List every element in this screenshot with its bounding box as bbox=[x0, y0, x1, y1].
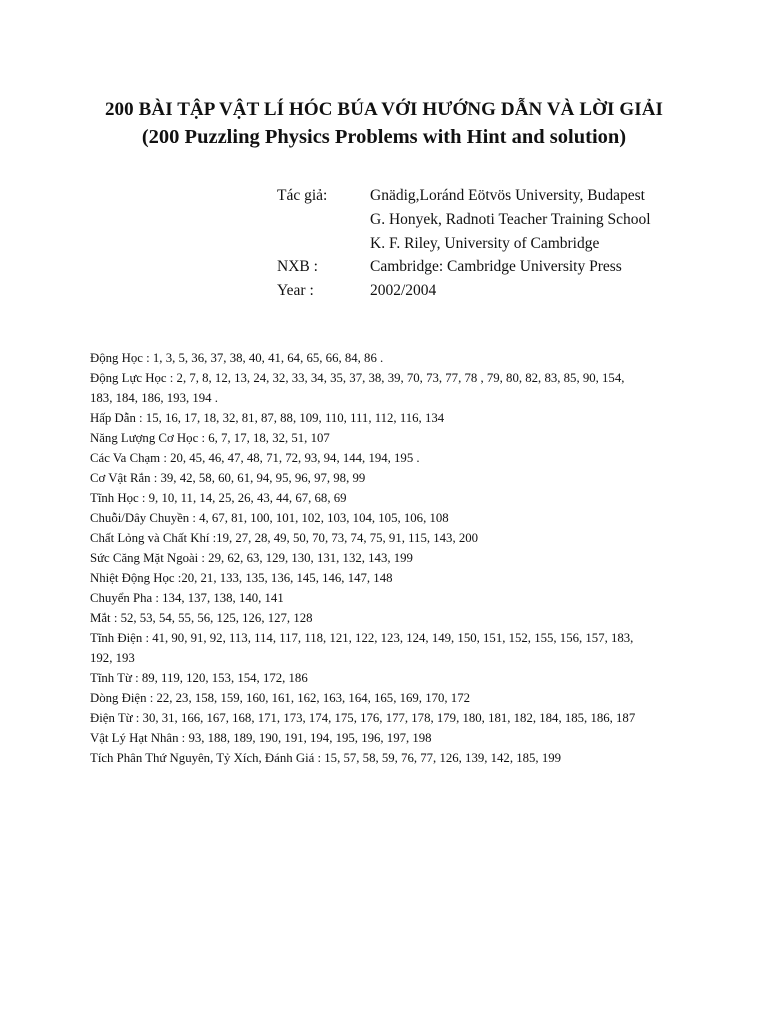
year-row bbox=[277, 279, 651, 303]
index-line: Chuỗi/Dây Chuyền : 4, 67, 81, 100, 101, 102, 103, 104, 105, 106, 108 bbox=[90, 511, 449, 525]
index-line: Mắt : 52, 53, 54, 55, 56, 125, 126, 127, 128 bbox=[90, 611, 313, 625]
index-line: Tĩnh Từ : 89, 119, 120, 153, 154, 172, 186 bbox=[90, 671, 308, 685]
index-line: Động Học : 1, 3, 5, 36, 37, 38, 40, 41, 64, 65, 66, 84, 86 . bbox=[90, 351, 384, 365]
book-metadata bbox=[277, 184, 651, 303]
publisher-value: Cambridge: Cambridge University Press bbox=[370, 258, 622, 276]
index-line: Các Va Chạm : 20, 45, 46, 47, 48, 71, 72, 93, 94, 144, 194, 195 . bbox=[90, 451, 420, 465]
index-line: Tĩnh Điện : 41, 90, 91, 92, 113, 114, 117, 118, 121, 122, 123, 124, 149, 150, 151, 152, 155, 156, 157, 183, bbox=[90, 631, 634, 645]
index-line: Chất Lỏng và Chất Khí :19, 27, 28, 49, 50, 70, 73, 74, 75, 91, 115, 143, 200 bbox=[90, 531, 479, 545]
topic-index bbox=[90, 348, 702, 768]
document-title-english: (200 Puzzling Physics Problems with Hint and solution) bbox=[141, 126, 627, 148]
index-line: Tích Phân Thứ Nguyên, Tỷ Xích, Đánh Giá : 15, 57, 58, 59, 76, 77, 126, 139, 142, 185, 199 bbox=[90, 751, 562, 765]
author-1: Gnädig,Loránd Eötvös University, Budapest bbox=[370, 187, 645, 204]
index-line: Sức Căng Mặt Ngoài : 29, 62, 63, 129, 130, 131, 132, 143, 199 bbox=[90, 551, 413, 565]
author-2: G. Honyek, Radnoti Teacher Training School bbox=[370, 210, 651, 228]
document-title-vietnamese: 200 BÀI TẬP VẬT LÍ HÓC BÚA VỚI HƯỚNG DẪN VÀ LỜI GIẢI bbox=[104, 99, 664, 120]
index-line: Dòng Điện : 22, 23, 158, 159, 160, 161, 162, 163, 164, 165, 169, 170, 172 bbox=[90, 691, 470, 705]
author-row-1 bbox=[277, 184, 651, 208]
publisher-row bbox=[277, 255, 651, 279]
index-line: Vật Lý Hạt Nhân : 93, 188, 189, 190, 191, 194, 195, 196, 197, 198 bbox=[90, 731, 432, 745]
index-line: 183, 184, 186, 193, 194 . bbox=[90, 391, 218, 405]
index-line: 192, 193 bbox=[90, 651, 135, 665]
author-3: K. F. Riley, University of Cambridge bbox=[370, 234, 600, 252]
index-line: Chuyển Pha : 134, 137, 138, 140, 141 bbox=[90, 591, 284, 605]
meta-spacer bbox=[277, 208, 370, 232]
year-label: Year : bbox=[277, 282, 314, 300]
publisher-label: NXB : bbox=[277, 258, 318, 276]
meta-spacer bbox=[277, 232, 370, 256]
author-row-3 bbox=[277, 232, 651, 256]
index-line: Điện Từ : 30, 31, 166, 167, 168, 171, 173, 174, 175, 176, 177, 178, 179, 180, 181, 182, 184, 185, 186, 187 bbox=[90, 711, 636, 725]
index-line: Cơ Vật Rắn : 39, 42, 58, 60, 61, 94, 95, 96, 97, 98, 99 bbox=[90, 471, 366, 485]
index-line: Động Lực Học : 2, 7, 8, 12, 13, 24, 32, 33, 34, 35, 37, 38, 39, 70, 73, 77, 78 , 79, 80, 82, 83, 85, 90, 154, bbox=[90, 371, 625, 385]
index-line: Hấp Dẫn : 15, 16, 17, 18, 32, 81, 87, 88, 109, 110, 111, 112, 116, 134 bbox=[90, 411, 445, 425]
author-label: Tác giả: bbox=[277, 187, 328, 204]
index-line: Năng Lượng Cơ Học : 6, 7, 17, 18, 32, 51, 107 bbox=[90, 431, 330, 445]
author-row-2 bbox=[277, 208, 651, 232]
index-line: Nhiệt Động Học :20, 21, 133, 135, 136, 145, 146, 147, 148 bbox=[90, 571, 393, 585]
year-value: 2002/2004 bbox=[370, 282, 437, 300]
index-line: Tĩnh Học : 9, 10, 11, 14, 25, 26, 43, 44, 67, 68, 69 bbox=[90, 491, 347, 505]
